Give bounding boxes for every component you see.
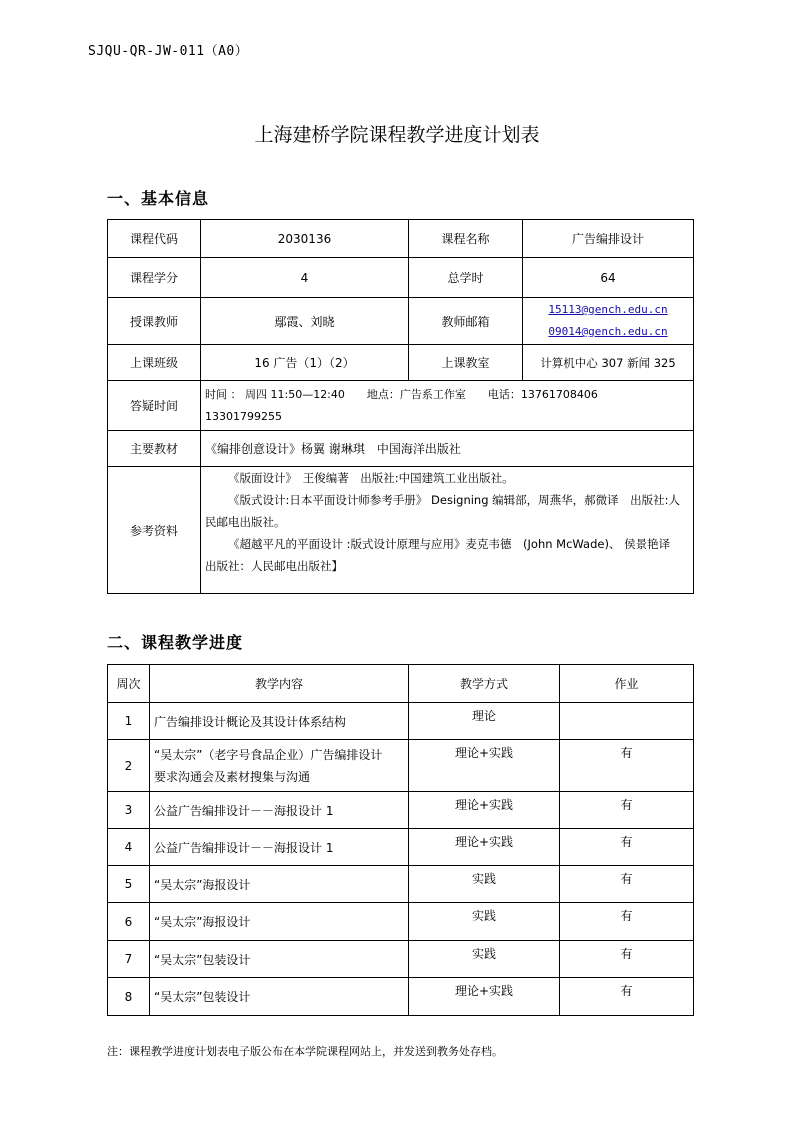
label-credit: 课程学分 xyxy=(108,258,201,298)
cell-homework: 有 xyxy=(560,792,694,829)
table-row xyxy=(108,978,694,1016)
cell-week: 2 xyxy=(108,740,150,792)
label-teacher: 授课教师 xyxy=(108,298,201,345)
cell-content: 公益广告编排设计－－海报设计 1 xyxy=(150,829,409,866)
cell-homework xyxy=(560,703,694,740)
cell-week: 5 xyxy=(108,866,150,903)
label-textbook: 主要教材 xyxy=(108,431,201,467)
cell-method: 理论+实践 xyxy=(409,740,560,792)
reference-3: 《超越平凡的平面设计 :版式设计原理与应用》麦克韦德 (John McWade)、 侯景艳译 出版社：人民邮电出版社】 xyxy=(205,537,682,573)
value-classroom: 计算机中心 307 新闻 325 xyxy=(523,345,694,381)
table-row xyxy=(108,740,694,792)
column-header-content: 教学内容 xyxy=(150,665,409,703)
reference-1: 《版面设计》 王俊编著 出版社:中国建筑工业出版社。 xyxy=(228,471,514,485)
section-basic-info-heading: 一、基本信息 xyxy=(107,189,210,208)
table-row xyxy=(108,866,694,903)
cell-method: 理论+实践 xyxy=(409,792,560,829)
cell-method: 实践 xyxy=(409,941,560,978)
cell-content xyxy=(150,740,409,792)
table-row xyxy=(108,941,694,978)
value-total-hours: 64 xyxy=(523,258,694,298)
value-teacher: 鄢霞、刘晓 xyxy=(201,298,409,345)
cell-homework: 有 xyxy=(560,829,694,866)
page-title: 上海建桥学院课程教学进度计划表 xyxy=(254,124,540,146)
cell-content: “吴太宗”海报设计 xyxy=(150,903,409,941)
label-class: 上课班级 xyxy=(108,345,201,381)
cell-method: 理论+实践 xyxy=(409,978,560,1016)
office-hours-line-2: 13301799255 xyxy=(205,409,282,423)
email-link-2[interactable]: 09014@gench.edu.cn xyxy=(548,325,668,338)
cell-method: 实践 xyxy=(409,866,560,903)
value-teacher-email xyxy=(523,298,694,345)
cell-week: 7 xyxy=(108,941,150,978)
column-header-homework: 作业 xyxy=(560,665,694,703)
cell-week: 1 xyxy=(108,703,150,740)
cell-content: 公益广告编排设计－－海报设计 1 xyxy=(150,792,409,829)
column-header-week: 周次 xyxy=(108,665,150,703)
value-references xyxy=(201,467,694,594)
content-line-2: 要求沟通会及素材搜集与沟通 xyxy=(154,769,311,784)
office-hours-line-1: 时间 ： 周四 11:50—12:40 地点：广告系工作室 电话：13761708406 xyxy=(205,387,598,401)
cell-week: 6 xyxy=(108,903,150,941)
value-course-name: 广告编排设计 xyxy=(523,220,694,258)
column-header-method: 教学方式 xyxy=(409,665,560,703)
email-link-1[interactable]: 15113@gench.edu.cn xyxy=(548,303,668,316)
cell-method: 实践 xyxy=(409,903,560,941)
footer-note: 注：课程教学进度计划表电子版公布在本学院课程网站上，并发送到教务处存档。 xyxy=(107,1045,503,1058)
document-code: SJQU-QR-JW-011（A0） xyxy=(88,44,249,59)
table-row xyxy=(108,792,694,829)
label-course-code: 课程代码 xyxy=(108,220,201,258)
cell-content: “吴太宗”包装设计 xyxy=(150,941,409,978)
cell-homework: 有 xyxy=(560,740,694,792)
cell-content: “吴太宗”海报设计 xyxy=(150,866,409,903)
cell-method: 理论 xyxy=(409,703,560,740)
cell-homework: 有 xyxy=(560,866,694,903)
value-office-hours xyxy=(201,381,694,431)
reference-2: 《版式设计:日本平面设计师参考手册》 Designing 编辑部，周燕华，郝微译 出版社:人民邮电出版社。 xyxy=(205,493,681,529)
label-course-name: 课程名称 xyxy=(409,220,523,258)
cell-content: “吴太宗”包装设计 xyxy=(150,978,409,1016)
progress-table xyxy=(107,664,694,1016)
table-row xyxy=(108,829,694,866)
cell-homework: 有 xyxy=(560,941,694,978)
section-progress-heading: 二、课程教学进度 xyxy=(107,633,244,652)
cell-homework: 有 xyxy=(560,978,694,1016)
value-textbook: 《编排创意设计》杨翼 谢琳琪 中国海洋出版社 xyxy=(201,431,694,467)
cell-week: 8 xyxy=(108,978,150,1016)
label-total-hours: 总学时 xyxy=(409,258,523,298)
value-credit: 4 xyxy=(201,258,409,298)
basic-info-table xyxy=(107,219,694,594)
label-classroom: 上课教室 xyxy=(409,345,523,381)
label-office-hours: 答疑时间 xyxy=(108,381,201,431)
cell-week: 4 xyxy=(108,829,150,866)
table-row xyxy=(108,703,694,740)
cell-method: 理论+实践 xyxy=(409,829,560,866)
label-teacher-email: 教师邮箱 xyxy=(409,298,523,345)
content-line-1: “吴太宗”（老字号食品企业）广告编排设计 xyxy=(154,747,383,762)
cell-content: 广告编排设计概论及其设计体系结构 xyxy=(150,703,409,740)
cell-homework: 有 xyxy=(560,903,694,941)
value-course-code: 2030136 xyxy=(201,220,409,258)
cell-week: 3 xyxy=(108,792,150,829)
label-references: 参考资料 xyxy=(108,467,201,594)
table-row xyxy=(108,903,694,941)
value-class: 16 广告（1）（2） xyxy=(201,345,409,381)
